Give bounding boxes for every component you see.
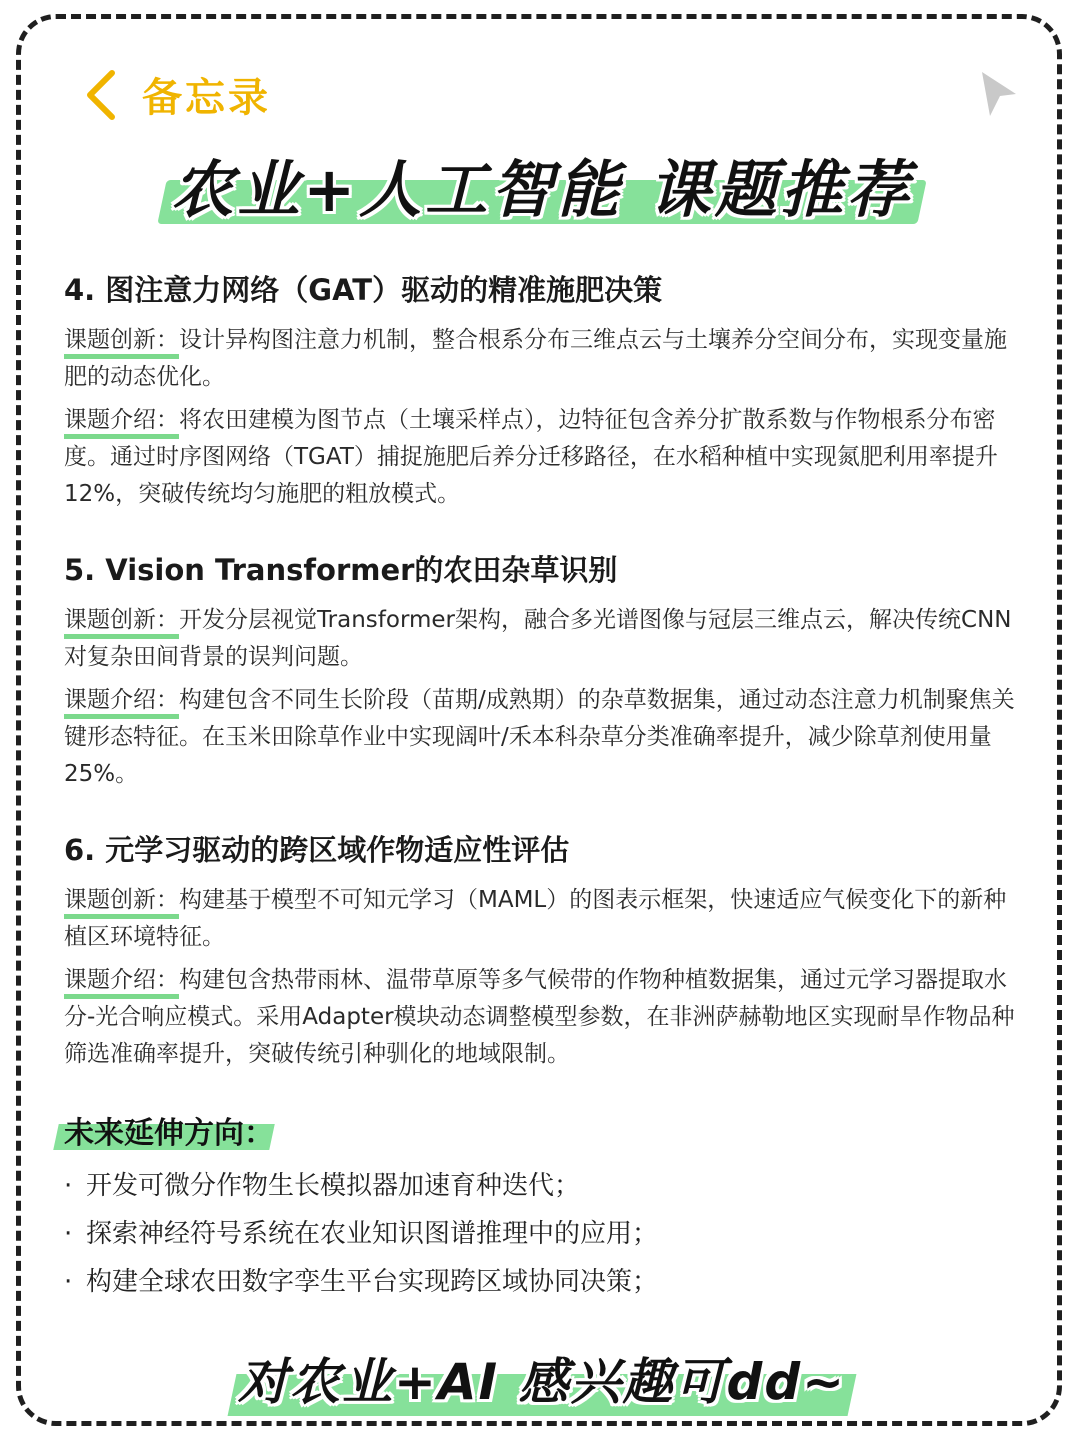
page-title: 农业+人工智能 课题推荐 xyxy=(171,153,913,226)
page-title-block xyxy=(162,140,922,226)
chevron-left-icon xyxy=(80,67,122,123)
intro-paragraph xyxy=(64,962,1016,1073)
bullet-dot: · xyxy=(64,1171,73,1201)
innovation-text: 开发分层视觉Transformer架构，融合多光谱图像与冠层三维点云，解决传统CNN对复杂田间背景的误判问题。 xyxy=(64,606,1012,670)
innovation-paragraph xyxy=(64,882,1016,956)
intro-label: 课题介绍： xyxy=(64,407,179,439)
list-item-text: 开发可微分作物生长模拟器加速育种迭代； xyxy=(86,1171,581,1201)
topic-title: 5. Vision Transformer的农田杂草识别 xyxy=(64,553,618,587)
share-arrow-icon[interactable] xyxy=(978,68,1020,120)
innovation-paragraph xyxy=(64,322,1016,396)
innovation-label: 课题创新： xyxy=(64,607,179,639)
topic-6 xyxy=(64,832,1016,1079)
intro-text: 构建包含热带雨林、温带草原等多气候带的作物种植数据集，通过元学习器提取水分-光合响应模式。采用Adapter模块动态调整模型参数，在非洲萨赫勒地区实现耐旱作物品种筛选准确率提升，突破传统引种驯化的地域限制。 xyxy=(64,966,1015,1067)
intro-paragraph xyxy=(64,682,1016,793)
innovation-label: 课题创新： xyxy=(64,327,179,359)
intro-label: 课题介绍： xyxy=(64,967,179,999)
innovation-label: 课题创新： xyxy=(64,887,179,919)
innovation-paragraph xyxy=(64,602,1016,676)
list-item xyxy=(64,1258,1016,1306)
bullet-dot: · xyxy=(64,1219,73,1249)
intro-paragraph xyxy=(64,402,1016,513)
back-label: 备忘录 xyxy=(142,75,271,121)
future-list xyxy=(64,1162,1016,1306)
intro-text: 将农田建模为图节点（土壤采样点），边特征包含养分扩散系数与作物根系分布密度。通过时序图网络（TGAT）捕捉施肥后养分迁移路径，在水稻种植中实现氮肥利用率提升12%，突破传统均匀施肥的粗放模式。 xyxy=(64,406,998,507)
intro-text: 构建包含不同生长阶段（苗期/成熟期）的杂草数据集，通过动态注意力机制聚焦关键形态特征。在玉米田除草作业中实现阔叶/禾本科杂草分类准确率提升，减少除草剂使用量25%。 xyxy=(64,686,1015,787)
list-item xyxy=(64,1210,1016,1258)
topic-4 xyxy=(64,272,1016,519)
footer-banner xyxy=(232,1340,852,1418)
future-section-heading xyxy=(56,1108,274,1152)
list-item xyxy=(64,1162,1016,1210)
topic-title: 6. 元学习驱动的跨区域作物适应性评估 xyxy=(64,833,570,867)
future-title: 未来延伸方向： xyxy=(64,1116,274,1151)
innovation-text: 设计异构图注意力机制，整合根系分布三维点云与土壤养分空间分布，实现变量施肥的动态优化。 xyxy=(64,326,1007,390)
intro-label: 课题介绍： xyxy=(64,687,179,719)
innovation-text: 构建基于模型不可知元学习（MAML）的图表示框架，快速适应气候变化下的新种植区环境特征。 xyxy=(64,886,1007,950)
topic-title: 4. 图注意力网络（GAT）驱动的精准施肥决策 xyxy=(64,273,663,307)
topic-5 xyxy=(64,552,1016,799)
footer-text: 对农业+AI 感兴趣可dd~ xyxy=(237,1353,847,1411)
bullet-dot: · xyxy=(64,1267,73,1297)
list-item-text: 探索神经符号系统在农业知识图谱推理中的应用； xyxy=(86,1219,659,1249)
list-item-text: 构建全球农田数字孪生平台实现跨区域协同决策； xyxy=(86,1267,659,1297)
back-button[interactable] xyxy=(80,66,271,123)
